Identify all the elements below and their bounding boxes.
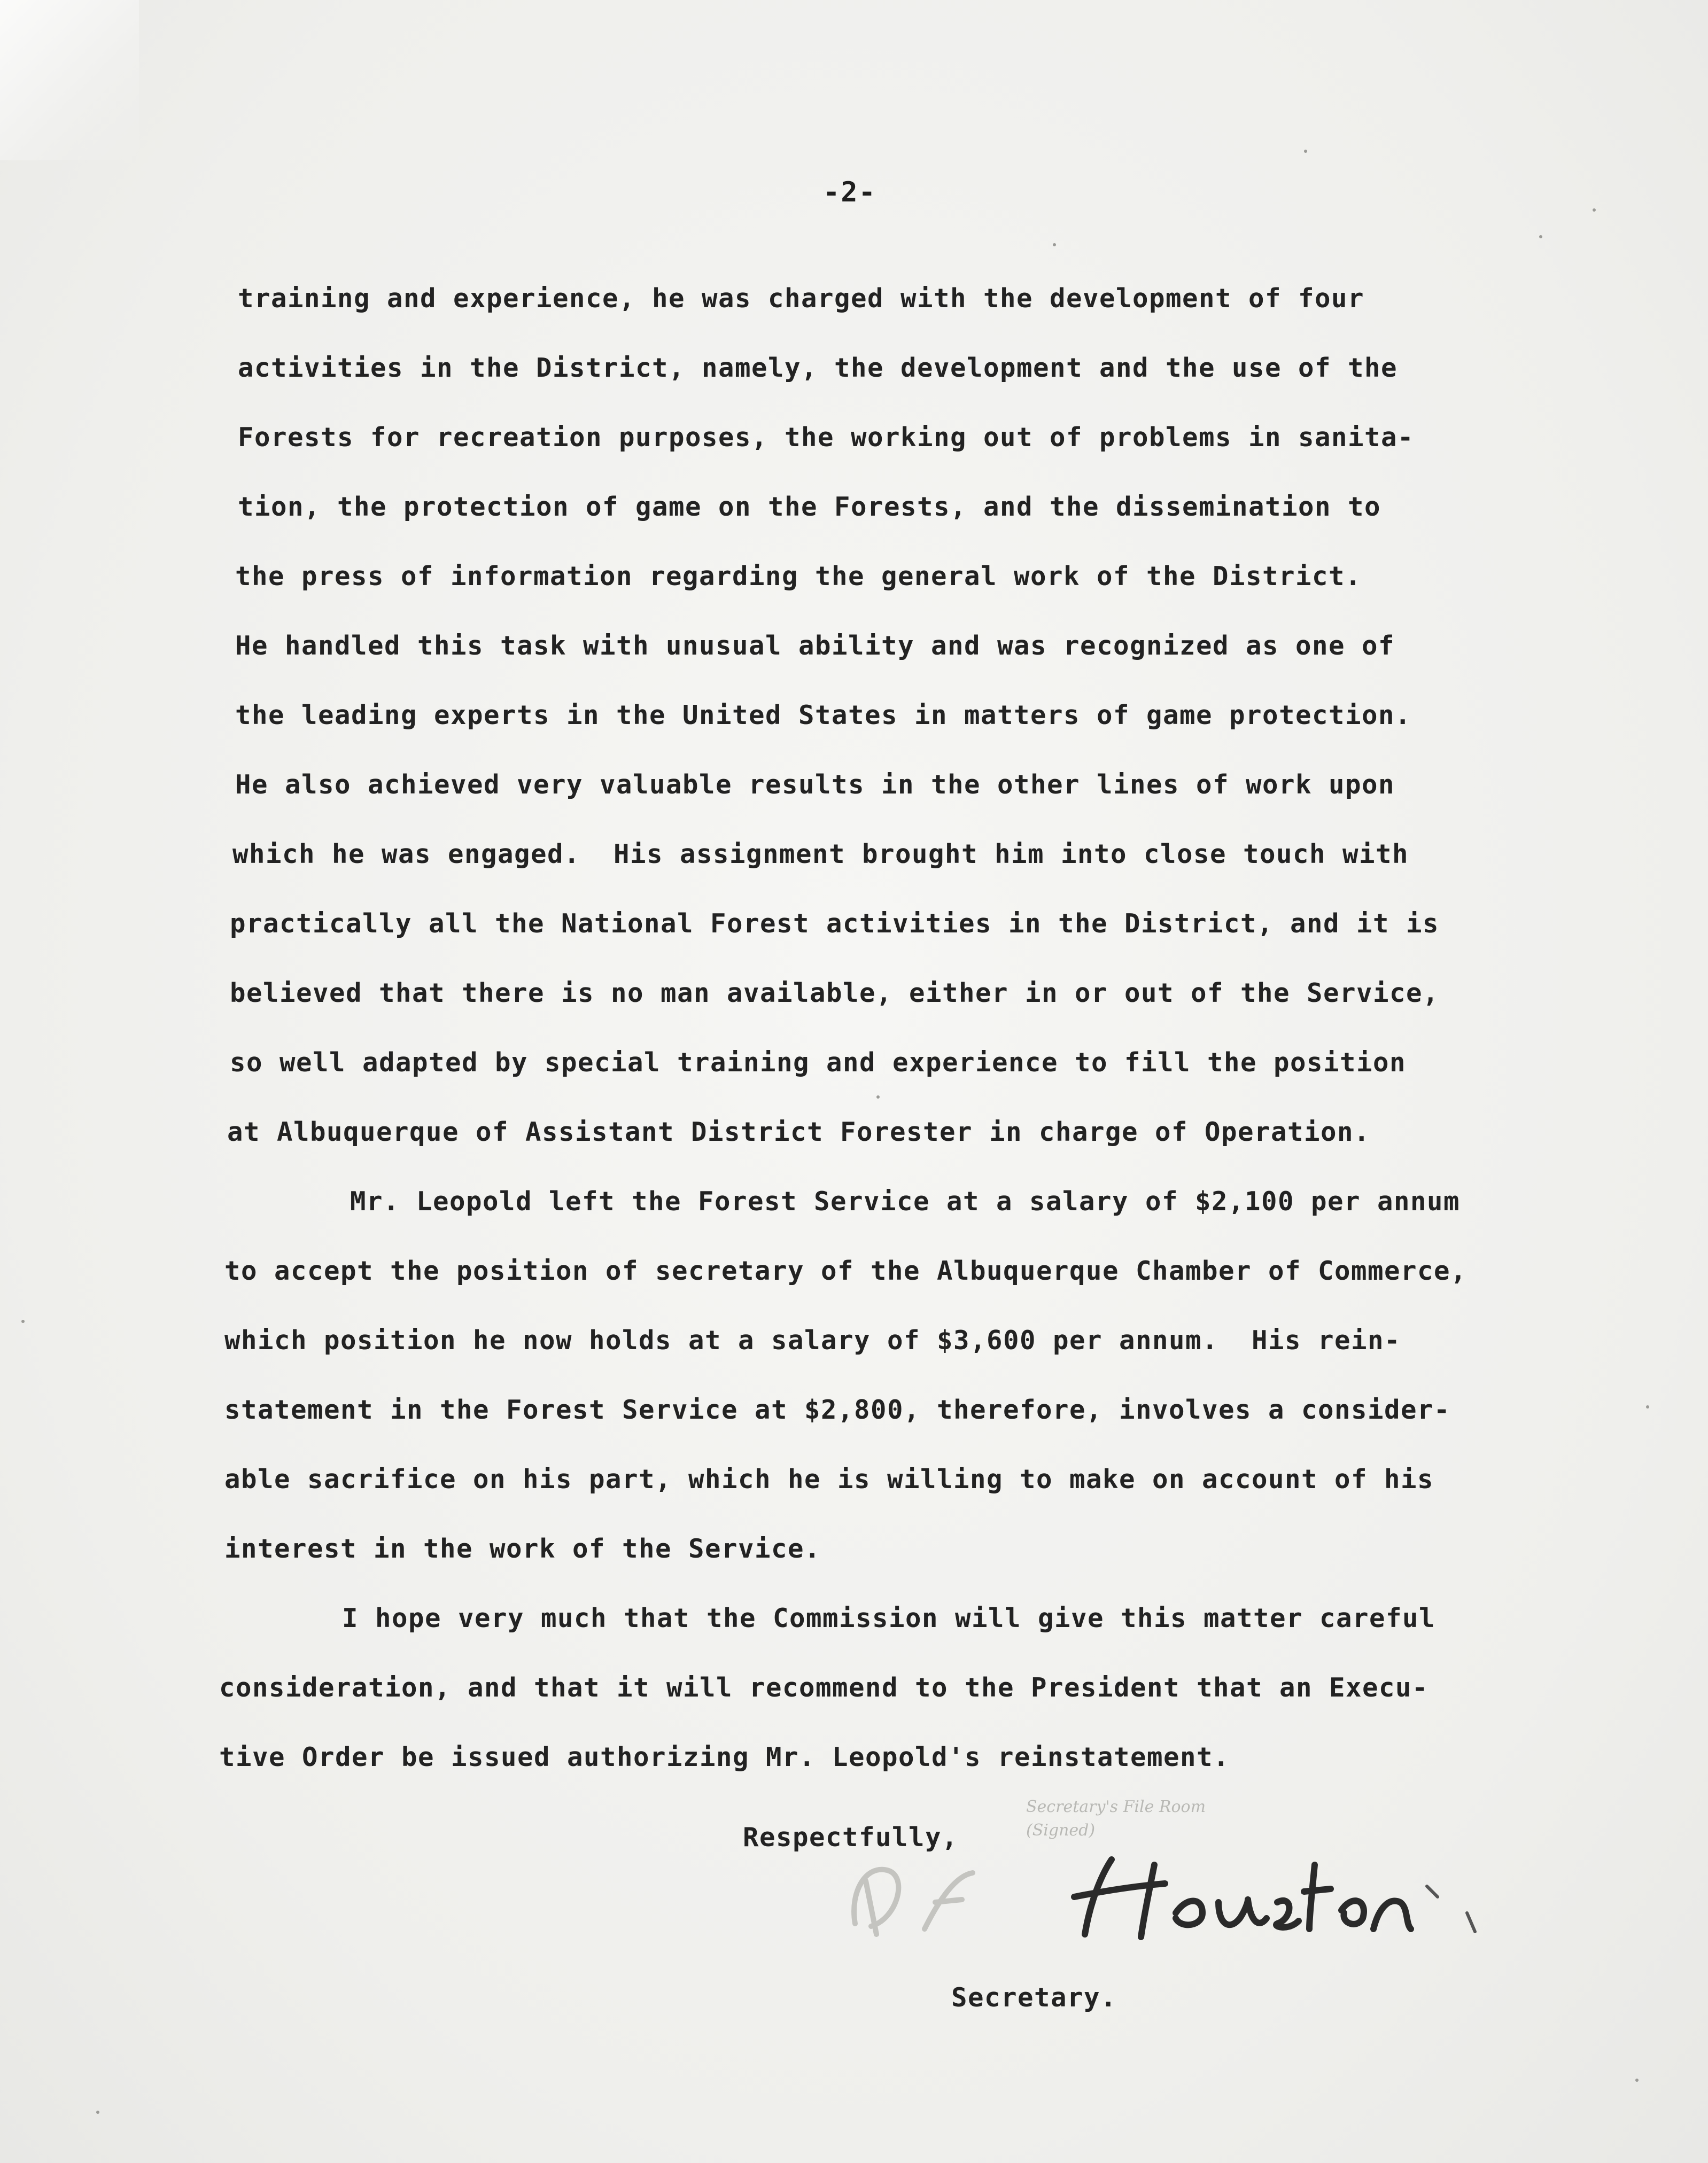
closing-title: Secretary. xyxy=(951,1982,1117,2013)
body-line-18: able sacrifice on his part, which he is willing to make on account of his xyxy=(224,1464,1434,1495)
body-line-17: statement in the Forest Service at $2,800, therefore, involves a consider- xyxy=(224,1395,1451,1425)
body-line-8: He also achieved very valuable results in the other lines of work upon xyxy=(235,769,1395,800)
paper-speck xyxy=(876,1095,880,1099)
body-line-11: believed that there is no man available, either in or out of the Service, xyxy=(230,978,1440,1008)
page-corner-mark xyxy=(0,0,139,160)
body-line-19: interest in the work of the Service. xyxy=(224,1534,821,1564)
paper-speck xyxy=(1304,150,1307,153)
paper-speck xyxy=(1635,2079,1639,2082)
body-line-5: the press of information regarding the general work of the District. xyxy=(235,561,1362,592)
paper-speck xyxy=(1593,208,1596,212)
body-line-15: to accept the position of secretary of the Albuquerque Chamber of Commerce, xyxy=(224,1256,1468,1286)
body-line-12: so well adapted by special training and experience to fill the position xyxy=(230,1047,1407,1078)
paper-speck xyxy=(1539,235,1542,238)
body-line-9: which he was engaged. His assignment brought him into close touch with xyxy=(232,839,1409,869)
body-line-1: training and experience, he was charged with the development of four xyxy=(238,283,1365,314)
body-line-20: I hope very much that the Commission will give this matter careful xyxy=(342,1603,1436,1633)
body-line-13: at Albuquerque of Assistant District Forester in charge of Operation. xyxy=(227,1117,1371,1147)
body-line-2: activities in the District, namely, the development and the use of the xyxy=(238,353,1398,383)
stamp-line-1: Secretary's File Room xyxy=(1026,1798,1206,1816)
body-line-10: practically all the National Forest activities in the District, and it is xyxy=(230,908,1440,939)
paper-speck xyxy=(1053,243,1056,246)
body-line-16: which position he now holds at a salary of $3,600 per annum. His rein- xyxy=(224,1325,1401,1356)
body-line-4: tion, the protection of game on the Forests, and the dissemination to xyxy=(238,492,1381,522)
page-number: -2- xyxy=(823,176,876,208)
body-line-7: the leading experts in the United States in matters of game protection. xyxy=(235,700,1412,730)
paper-speck xyxy=(1646,1405,1649,1409)
body-line-6: He handled this task with unusual ability and was recognized as one of xyxy=(235,631,1395,661)
handwritten-signature xyxy=(834,1833,1507,1961)
closing-salutation: Respectfully, xyxy=(743,1822,959,1853)
body-line-21: consideration, and that it will recommend to the President that an Execu- xyxy=(219,1672,1429,1703)
body-line-3: Forests for recreation purposes, the working out of problems in sanita- xyxy=(238,422,1415,453)
body-line-22: tive Order be issued authorizing Mr. Leopold's reinstatement. xyxy=(219,1742,1230,1772)
stamp-line-2: (Signed) xyxy=(1026,1821,1096,1840)
paper-speck xyxy=(96,2111,99,2114)
body-line-14: Mr. Leopold left the Forest Service at a salary of $2,100 per annum xyxy=(350,1186,1461,1217)
paper-speck xyxy=(21,1320,25,1323)
